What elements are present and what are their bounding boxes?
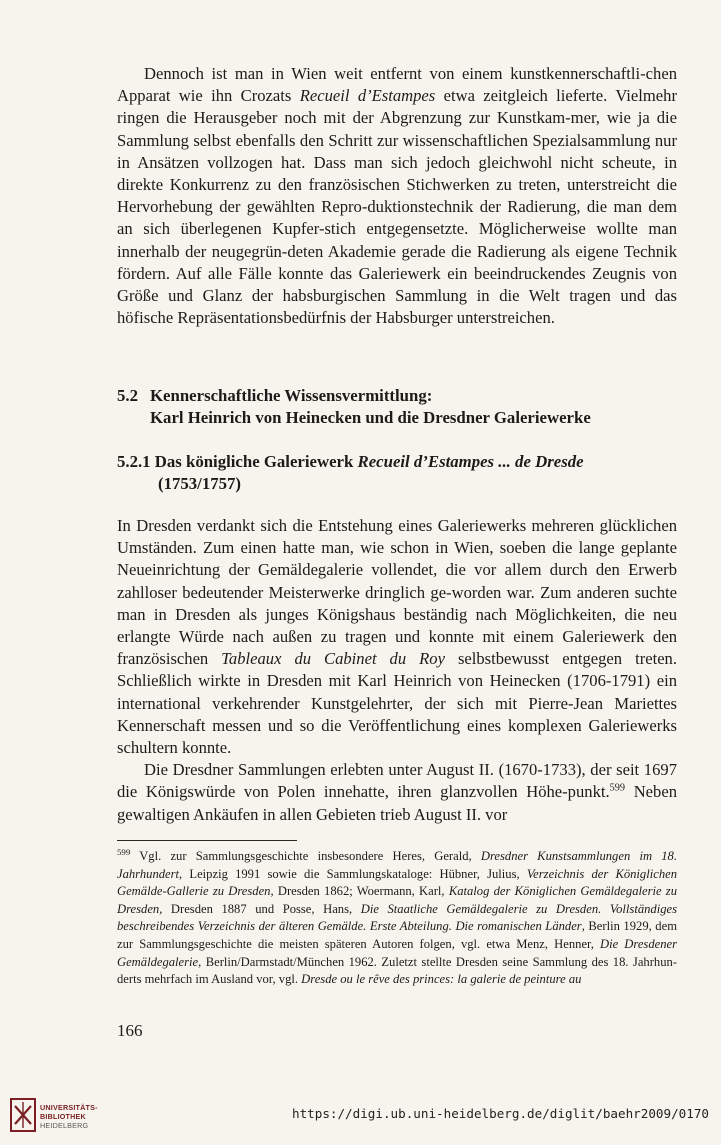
section-title-line1: Kennerschaftliche Wissensvermittlung: bbox=[150, 386, 433, 405]
para3-text-b: Neben gewaltigen Ankäufen in allen Gebieten trieb August II. vor bbox=[117, 782, 677, 824]
paragraph-vienna bbox=[117, 63, 677, 329]
subsection-prefix: 5.2.1 Das königliche Galeriewerk bbox=[117, 452, 358, 471]
fn-title-f: Dresde ou le rêve des princes: la galerie de peinture au bbox=[301, 972, 582, 987]
fn-text-b: , Leipzig 1991 sowie die Sammlungskataloge: Hübner, Julius, bbox=[179, 866, 527, 881]
paragraph-dresden bbox=[117, 515, 677, 826]
fn-text-d: , Dresden 1887 und Posse, Hans, bbox=[159, 901, 361, 916]
logo-line1: UNIVERSITÄTS- bbox=[40, 1103, 98, 1112]
para1-text-b: etwa zeitgleich lieferte. Vielmehr ringen die Herausgeber noch mit der Abgrenzung zur Kunstkam-mer, wie ja die Sammlung selbst ebenfalls den Schritt zur wissenschaftlichen Spezialsammlung nur in Ansätzen vollzogen hat. Dass man sich jedoch gleichwohl nicht scheute, in direkte Konkurrenz zu den französischen Stichwerken zu treten, unterstreicht die Hervorhebung der gewählten Repro-duktionstechnik der Radierung, die man dem an sich überlegenen Kupfer-stich entgegensetzte. Möglicherweise wollte man innerhalb der neugegrün-deten Akademie gerade die Radierung als eigene Technik fördern. Auf alle Fälle konnte das Galeriewerk ein beeindruckendes Zeugnis von Größe und Glanz der habsburgischen Sammlung in die Welt tragen und das höfische Repräsentationsbedürfnis der Habsburger unterstreichen. bbox=[117, 86, 677, 328]
library-logo[interactable] bbox=[10, 1098, 100, 1138]
fn-title-b: Verzeichnis der Königlichen Gemälde-Gallerie zu Dresden bbox=[117, 866, 677, 899]
para3-text-a: Die Dresdner Sammlungen erlebten unter August II. (1670-1733), der seit 1697 die Königswürde von Polen innehatte, ihren glanzvollen Höhe-punkt. bbox=[117, 760, 677, 802]
subsection-heading-5-2-1 bbox=[117, 451, 677, 495]
fn-text-e: , Berlin 1929, dem zur Sammlungsgeschichte die meisten späteren Autoren folgen, vgl. etwa Menz, Henner, bbox=[117, 919, 677, 951]
fn-title-e: Die Dresdener Gemäldegalerie bbox=[117, 936, 677, 969]
footnote-599 bbox=[117, 848, 677, 989]
footnote-number: 599 bbox=[117, 846, 131, 857]
fn-title-c: Katalog der Königlichen Gemäldegalerie zu Dresden bbox=[117, 884, 677, 916]
footnote-divider bbox=[117, 840, 297, 841]
subsection-years: (1753/1757) bbox=[158, 474, 241, 493]
section-title-line2: Karl Heinrich von Heinecken und die Dresdner Galeriewerke bbox=[150, 408, 591, 427]
footnote-ref-599[interactable]: 599 bbox=[609, 782, 626, 794]
fn-text-a: Vgl. zur Sammlungsgeschichte insbesondere Heres, Gerald, bbox=[130, 849, 481, 863]
section-heading-5-2 bbox=[117, 385, 677, 429]
tableaux-title: Tableaux du Cabinet du Roy bbox=[221, 649, 445, 669]
para2-text-a: In Dresden verdankt sich die Entstehung eines Galeriewerks mehreren glücklichen Umständen. Zum einen hatte man, wie schon in Wien, soeben die lange geplante Neueinrichtung der Gemäldegalerie vollendet, die vor allem durch den Erwerb zahlloser bedeutender Meisterwerke dringlich ge-worden war. Zum anderen suchte man in Dresden als junges Königshaus beständig nach Möglichkeiten, die neu erlangte Würde nach außen zu tragen und konnte mit einem Galeriewerk den französischen bbox=[117, 516, 677, 669]
para2-text-b: selbstbewusst entgegen treten. Schließlich wirkte in Dresden mit Karl Heinrich von Heinecken (1706-1791) ein international verkehrender Kunstgelehrter, der sich mit Pierre-Jean Mariettes Kennerschaft messen und so die Veröffentlichung eines komplexen Galeriewerks schultern konnte. bbox=[117, 649, 678, 758]
fn-text-f: , Berlin/Darmstadt/München 1962. Zuletzt stellte Dresden seine Sammlung des 18. Jahrhun-derts mehrfach im Ausland vor, vgl. bbox=[117, 954, 677, 987]
fn-title-a: Dresdner Kunstsammlungen im 18. Jahrhundert bbox=[117, 849, 677, 881]
para1-text-a: Dennoch ist man in Wien weit entfernt von einem kunstkennerschaftli-chen Apparat wie ihn Crozats bbox=[117, 64, 677, 106]
source-url-link[interactable]: https://digi.ub.uni-heidelberg.de/diglit/baehr2009/0170 bbox=[291, 1106, 709, 1121]
logo-line3: HEIDELBERG bbox=[40, 1121, 89, 1130]
logo-line2: BIBLIOTHEK bbox=[40, 1112, 86, 1121]
library-name bbox=[40, 1103, 98, 1130]
page-number: 166 bbox=[117, 1021, 143, 1040]
fn-title-d: Die Staatliche Gemäldegalerie zu Dresden. Vollständiges beschreibendes Verzeichnis der älteren Gemälde. Erste Abteilung. Die romanischen Länder bbox=[117, 901, 678, 934]
section-number: 5.2 bbox=[117, 386, 138, 405]
fn-text-c: , Dresden 1862; Woermann, Karl, bbox=[270, 884, 449, 899]
recueil-title: Recueil d’Estampes bbox=[299, 86, 436, 106]
subsection-title-italic: Recueil d’Estampes ... de Dresde bbox=[357, 452, 584, 471]
library-crest-icon bbox=[10, 1098, 38, 1132]
